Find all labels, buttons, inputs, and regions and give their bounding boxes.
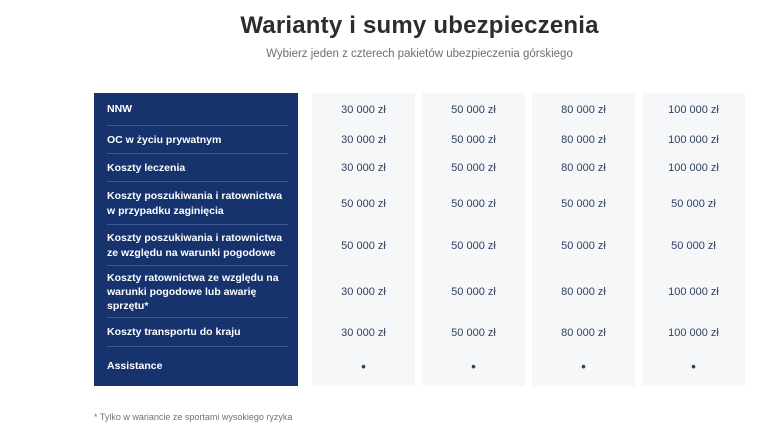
price-cell: 50 000 zł [642, 225, 745, 266]
price-cell: 50 000 zł [422, 182, 525, 225]
price-cell: 50 000 zł [642, 182, 745, 225]
price-cell: 30 000 zł [312, 126, 415, 154]
bullet-cell: • [312, 347, 415, 386]
page-subtitle: Wybierz jeden z czterech pakietów ubezpieczenia górskiego [266, 48, 573, 60]
price-cell: 80 000 zł [532, 318, 635, 347]
price-cell: 30 000 zł [312, 318, 415, 347]
price-cell: 30 000 zł [312, 154, 415, 182]
price-cell: 100 000 zł [642, 154, 745, 182]
row-label-ratownictwo-awaria-sprzetu: Koszty ratownictwa ze względu na warunki pogodowe lub awarię sprzętu* [94, 266, 305, 318]
row-label-ratownictwo-zaginiecie: Koszty poszukiwania i ratownictwa w przypadku zaginięcia [94, 182, 305, 225]
bullet-cell: • [642, 347, 745, 386]
row-label-koszty-leczenia: Koszty leczenia [94, 154, 305, 182]
price-cell: 50 000 zł [532, 225, 635, 266]
price-cell: 50 000 zł [422, 126, 525, 154]
price-cell: 80 000 zł [532, 154, 635, 182]
price-cell: 50 000 zł [532, 182, 635, 225]
price-cell: 100 000 zł [642, 266, 745, 318]
row-label-assistance: Assistance [94, 347, 305, 386]
price-cell: 50 000 zł [422, 225, 525, 266]
pricing-table [94, 93, 745, 386]
bullet-cell: • [532, 347, 635, 386]
row-label-nnw: NNW [94, 93, 305, 126]
page-header [94, 0, 745, 61]
price-cell: 50 000 zł [422, 154, 525, 182]
row-label-ratownictwo-pogoda: Koszty poszukiwania i ratownictwa ze względu na warunki pogodowe [94, 225, 305, 266]
price-cell: 30 000 zł [312, 93, 415, 126]
price-cell: 50 000 zł [422, 318, 525, 347]
price-cell: 100 000 zł [642, 93, 745, 126]
price-cell: 50 000 zł [422, 93, 525, 126]
row-label-oc: OC w życiu prywatnym [94, 126, 305, 154]
price-cell: 80 000 zł [532, 266, 635, 318]
price-cell: 50 000 zł [312, 182, 415, 225]
row-label-transport: Koszty transportu do kraju [94, 318, 305, 347]
price-cell: 100 000 zł [642, 126, 745, 154]
price-cell: 100 000 zł [642, 318, 745, 347]
price-cell: 50 000 zł [422, 266, 525, 318]
price-cell: 50 000 zł [312, 225, 415, 266]
price-cell: 80 000 zł [532, 93, 635, 126]
price-cell: 30 000 zł [312, 266, 415, 318]
footnote: * Tylko w wariancie ze sportami wysokiego ryzyka [94, 412, 293, 422]
price-cell: 80 000 zł [532, 126, 635, 154]
page-title: Warianty i sumy ubezpieczenia [240, 12, 599, 39]
bullet-cell: • [422, 347, 525, 386]
